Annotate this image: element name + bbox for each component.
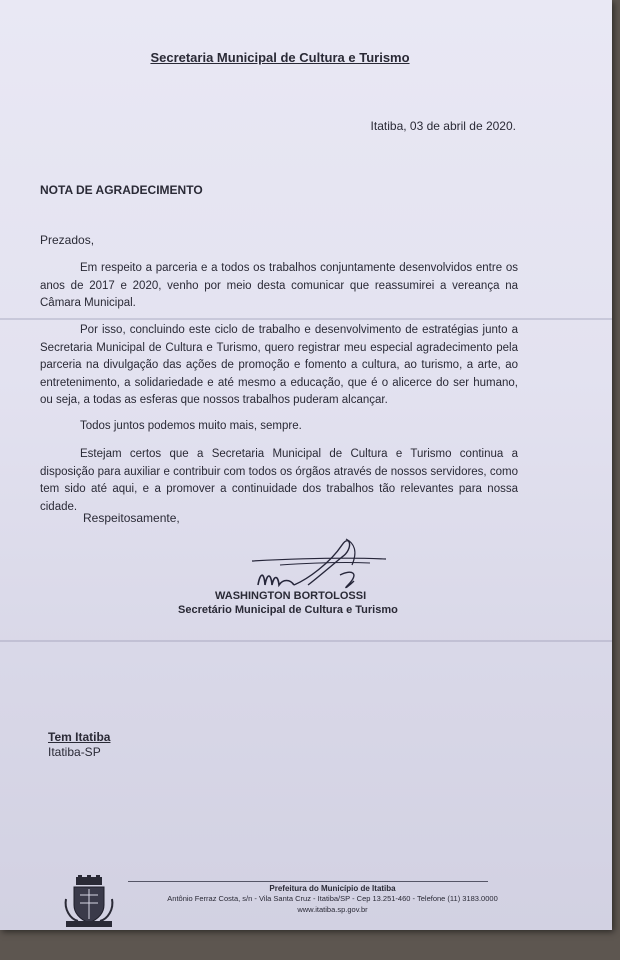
paper-fold-line (0, 318, 612, 320)
note-title: NOTA DE AGRADECIMENTO (40, 183, 203, 197)
paragraph-1: Em respeito a parceria e a todos os trabalhos conjuntamente desenvolvidos entre os anos de 2017 e 2020, venho por meio desta comunicar que reassumirei a vereança na Câmara Municipal. (40, 262, 518, 309)
paper-fold-line (0, 640, 612, 642)
paragraph-3: Todos juntos podemos muito mais, sempre. (80, 420, 302, 432)
letter-date: Itatiba, 03 de abril de 2020. (370, 119, 516, 133)
signer-role: Secretário Municipal de Cultura e Turismo (178, 604, 398, 616)
footer-website: www.itatiba.sp.gov.br (297, 905, 368, 914)
paragraph-2: Por isso, concluindo este ciclo de trabalho e desenvolvimento de estratégias junto a Secretaria Municipal de Cultura e Turismo, quero registrar meu especial agradecimento pela parceria na divulgação das ações de promoção e fomento a cultura, ao turismo, a arte, ao entretenimento, a solidariedade e até mesmo a educação, que é o alicerce do ser humano, ou seja, a todas as esferas que nossos trabalhos puderam alcançar. (40, 324, 518, 406)
recipient-name: Tem Itatiba (48, 730, 111, 744)
letterhead-title: Secretaria Municipal de Cultura e Turismo (150, 50, 410, 65)
greeting: Prezados, (40, 233, 95, 247)
paragraph-4: Estejam certos que a Secretaria Municipal de Cultura e Turismo continua a disposição para auxiliar e contribuir com todos os órgãos através de nossos servidores, como tem sido até aqui, e a promover a continuidade dos trabalhos tão relevantes para nossa cidade. (40, 448, 518, 513)
closing: Respeitosamente, (83, 511, 180, 525)
recipient-city: Itatiba-SP (48, 745, 101, 759)
footer-organization: Prefeitura do Município de Itatiba (269, 884, 396, 893)
footer-divider (128, 881, 488, 882)
signer-name: WASHINGTON BORTOLOSSI (215, 590, 367, 602)
footer-address: Antônio Ferraz Costa, s/n - Vila Santa Cruz - Itatiba/SP - Cep 13.251-460 - Telefone (11) 3183.0000 (167, 894, 498, 903)
coat-of-arms-icon (62, 875, 116, 929)
signature-icon (250, 535, 390, 595)
